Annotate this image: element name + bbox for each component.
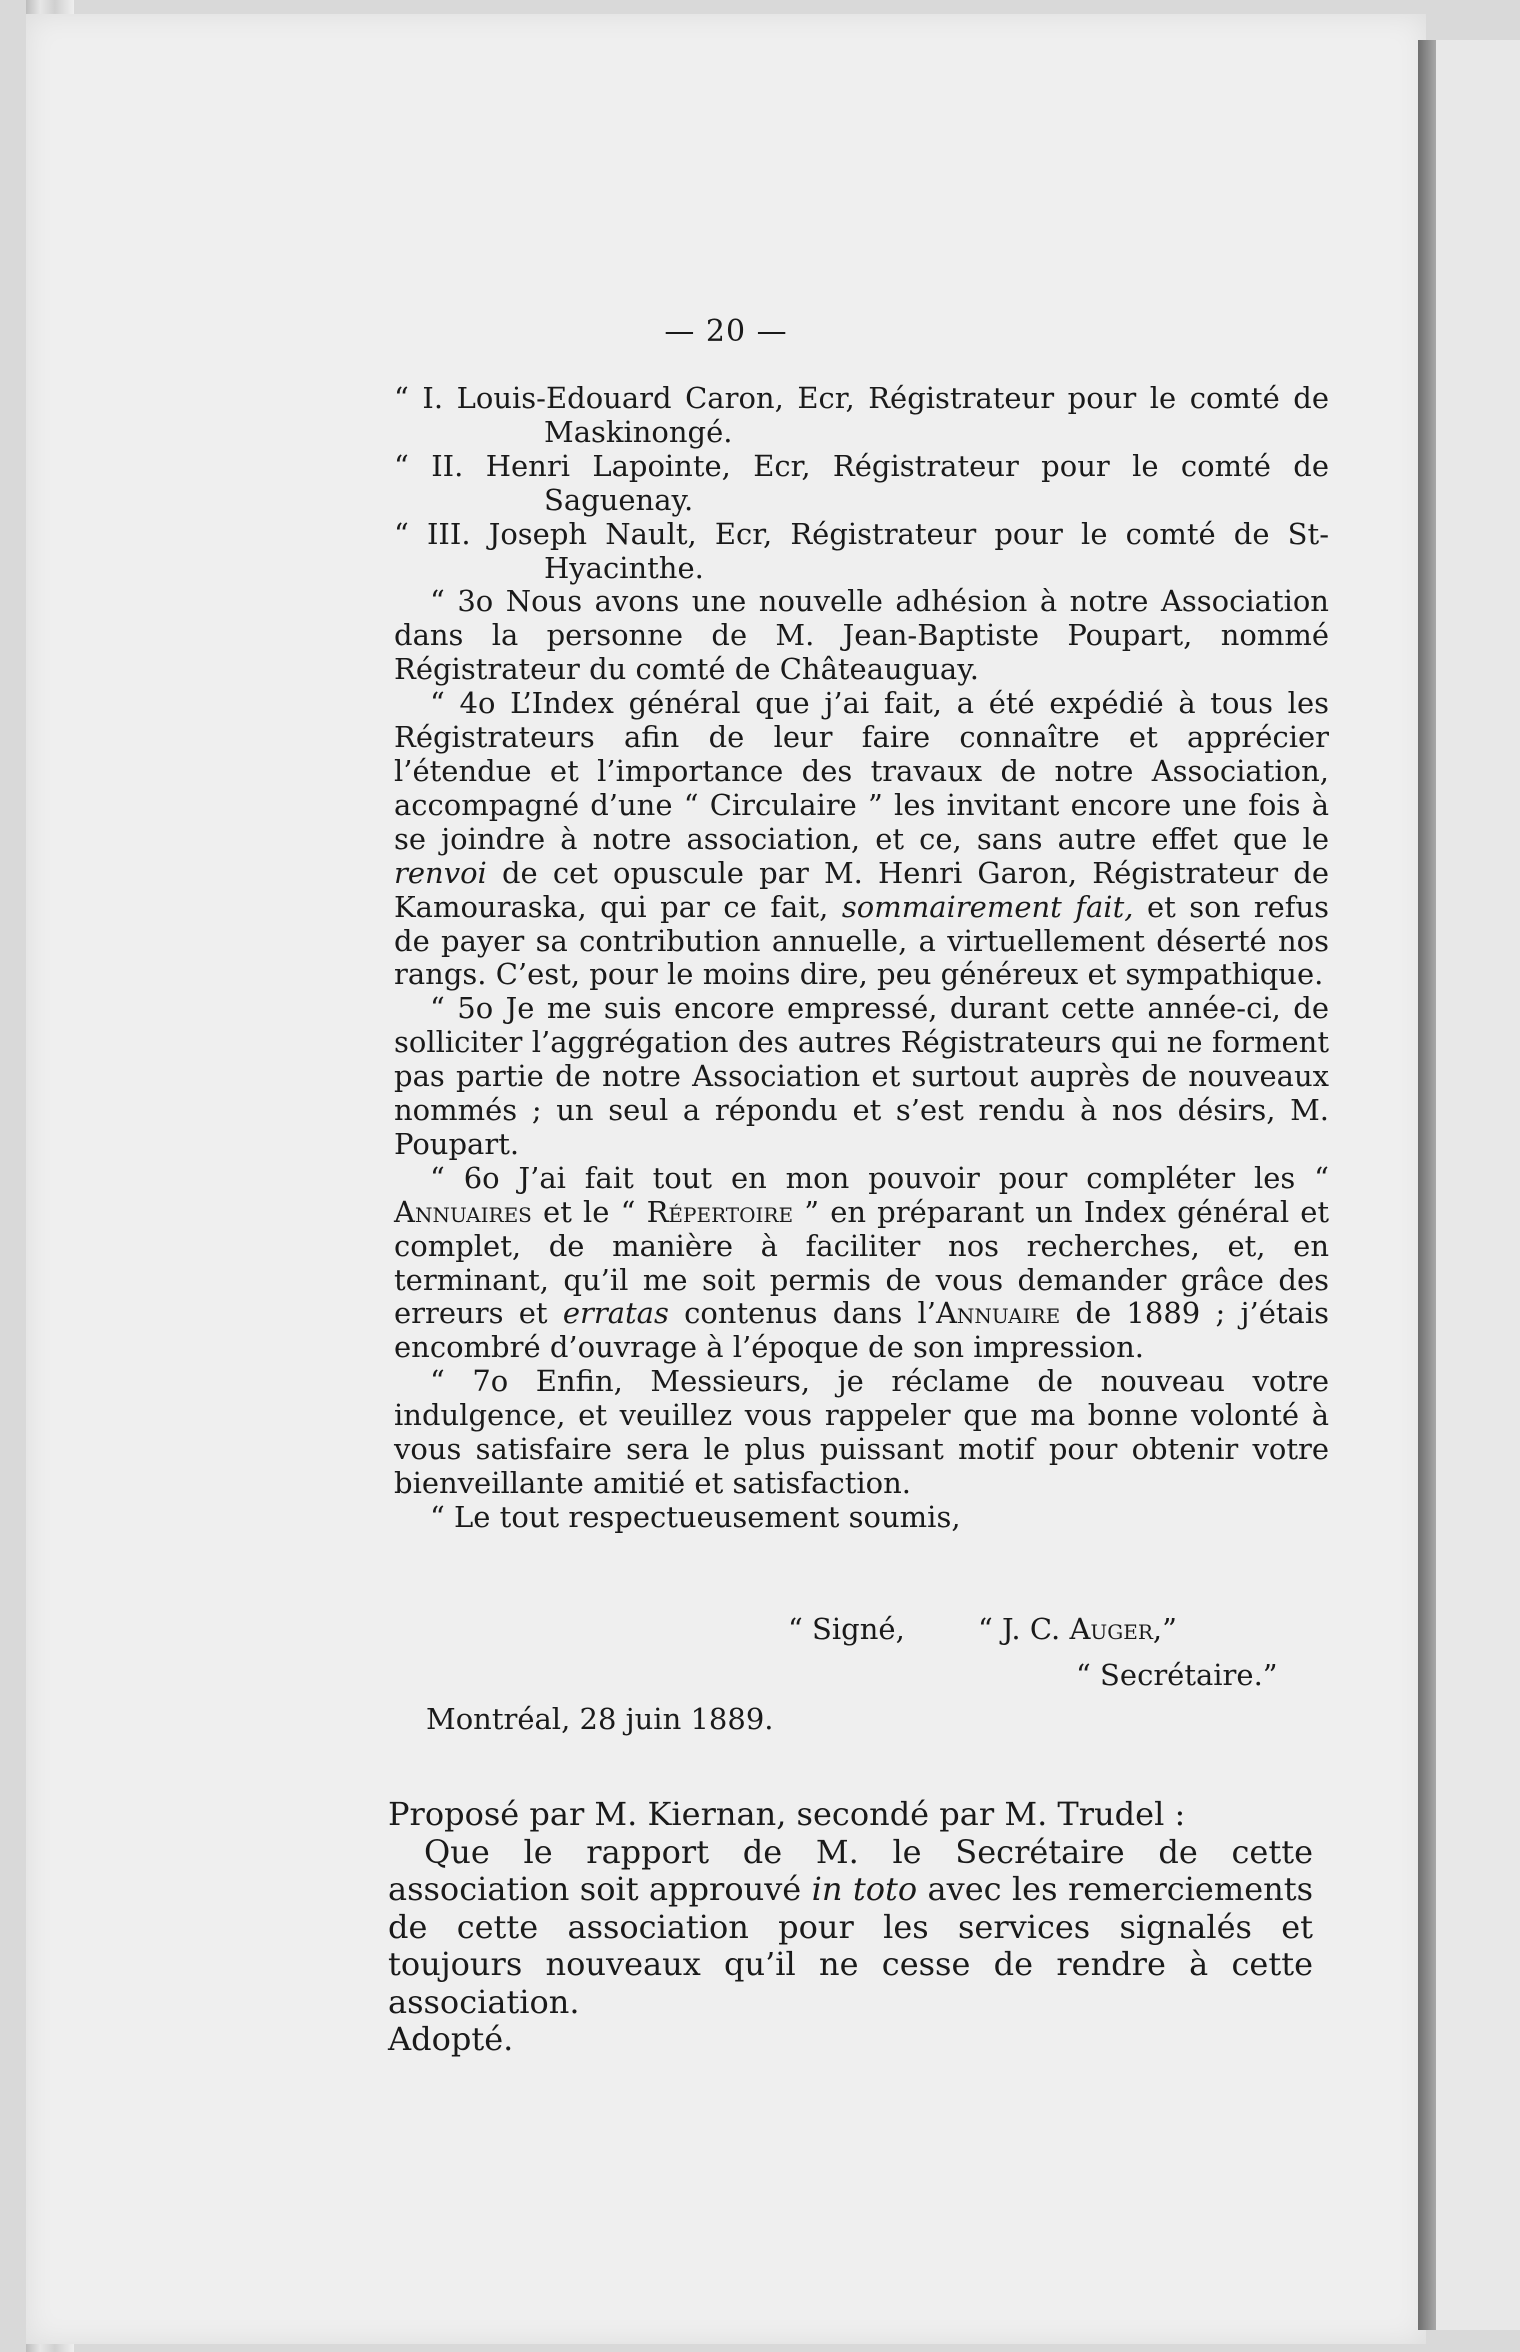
smallcaps-annuaires: Annuaires [394,1194,532,1229]
date-line: Montréal, 28 juin 1889. [426,1702,774,1736]
item-number: “ I. [394,381,444,415]
paragraph-5: “ 5o Je me suis encore empressé, durant cette année-ci, de solliciter l’aggrégation des autres Régistrateurs qui ne forment pas partie de notre Association et surtout auprès de nouveaux nommés ; un seul a répondu et s’est rendu à nos désirs, M. Poupart. [394,991,1329,1161]
adjacent-page [1436,40,1520,2330]
item-text: Henri Lapointe, Ecr, Régistrateur pour le comté de Saguenay. [485,448,1330,517]
signer-title: “ Secrétaire.” [1076,1658,1278,1692]
item-number: “ II. [394,448,464,483]
motion-adopted: Adopté. [388,2020,514,2058]
signed-label: “ Signé, [788,1612,905,1646]
italic-sommairement: sommairement fait, [841,889,1134,924]
page-number: — 20 — [664,314,788,349]
motion-line-1: Proposé par M. Kiernan, secondé par M. Trudel : [388,1795,1186,1833]
italic-erratas: erratas [562,1296,669,1331]
report-body [394,382,1329,1535]
page-edge [1418,40,1436,2330]
signer-name [978,1612,1177,1646]
signer-name-text: “ J. C. Auger,” [978,1612,1177,1646]
paragraph-7: “ 7o Enfin, Messieurs, je réclame de nouveau votre indulgence, et veuillez vous rappeler que ma bonne volonté à vous satisfaire sera le plus puissant motif pour obtenir votre bienveillante amitié et satisfaction. [394,1364,1329,1500]
smallcaps-repertoire: Répertoire [646,1194,794,1229]
list-item [394,382,1329,450]
item-text: Louis-Edouard Caron, Ecr, Régistrateur pour le comté de Maskinongé. [456,381,1330,449]
motion-resolution: Que le rapport de M. le Secrétaire de cette association soit approuvé in toto avec les remerciements de cette association pour les services signalés et toujours nouveaux qu’il ne cesse de rendre à cette association. [388,1832,1314,2021]
italic-renvoi: renvoi [394,855,487,890]
item-number: “ III. [394,516,471,551]
book-page [26,14,1426,2344]
paragraph-6: “ 6o J’ai fait tout en mon pouvoir pour compléter les “ Annuaires et le “ Répertoire ” en préparant un Index général et complet, de manière à faciliter nos recherches, et, en terminant, qu’il me soit permis de vous demander grâce des erreurs et erratas contenus dans l’Annuaire de 1889 ; j’étais encombré d’ouvrage à l’époque de son impression. [394,1160,1330,1365]
item-text: Joseph Nault, Ecr, Régistrateur pour le comté de St-Hyacinthe. [488,516,1329,585]
motion-block [388,1796,1313,2059]
italic-in-toto: in toto [811,1870,918,1908]
paragraph-3: “ 3o Nous avons une nouvelle adhésion à notre Association dans la personne de M. Jean-Baptiste Poupart, nommé Régistrateur du comté de Châteauguay. [394,584,1329,687]
closing-line: “ Le tout respectueusement soumis, [430,1499,961,1534]
paragraph-4: “ 4o L’Index général que j’ai fait, a été expédié à tous les Régistrateurs afin de leur faire connaître et apprécier l’étendue et l’importance des travaux de notre Association, accompagné d’une “ Circulaire ” les invitant encore une fois à se joindre à notre association, et ce, sans autre effet que le renvoi de cet opuscule par M. Henri Garon, Régistrateur de Kamouraska, qui par ce fait, sommairement fait, et son refus de payer sa contribution annuelle, a virtuellement déserté nos rangs. C’est, pour le moins dire, peu généreux et sympathique. [394,686,1330,992]
smallcaps-annuaire: Annuaire [935,1296,1061,1331]
list-item [394,450,1329,518]
list-item [394,518,1329,586]
